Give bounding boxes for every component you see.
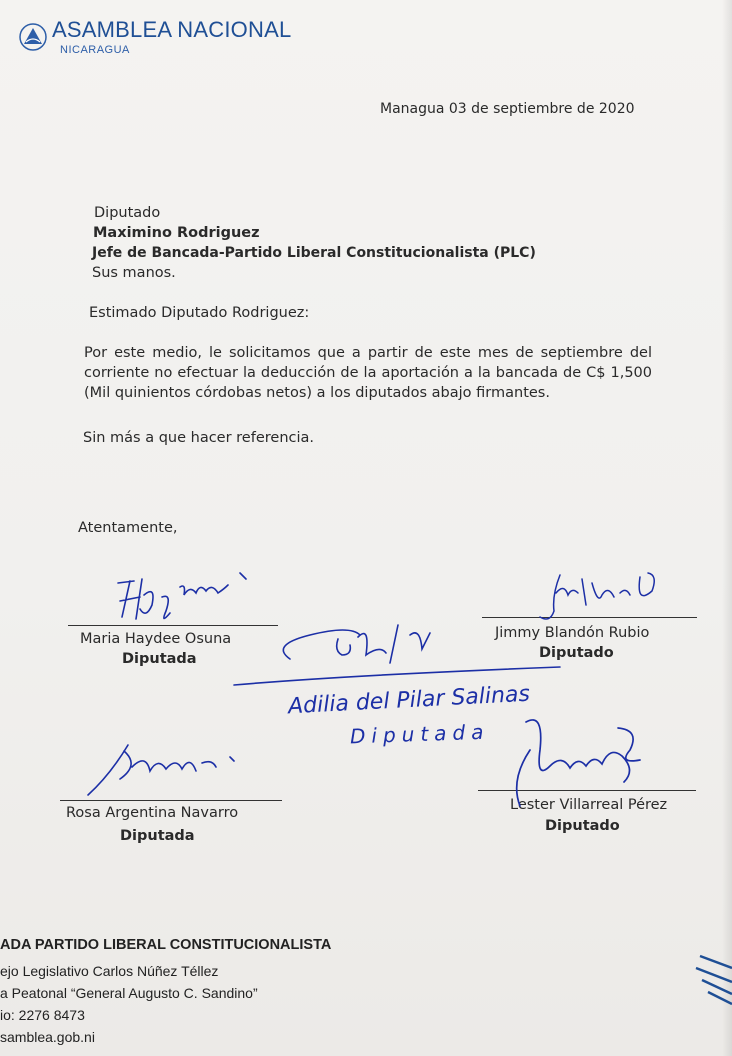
recipient-courtesy: Sus manos. <box>92 265 176 281</box>
body-paragraph: Por este medio, le solicitamos que a partir de este mes de septiembre del corriente no efectuar la deducción de la aportación a la bancada de C$ 1,500 (Mil quinientos córdobas netos) a los diputados abajo firmantes. <box>84 345 652 401</box>
footer-phone: io: 2276 8473 <box>0 1007 85 1023</box>
signatory-role-blandon: Diputado <box>539 645 614 661</box>
signatory-role-osuna: Diputada <box>122 651 197 667</box>
signatory-name-navarro: Rosa Argentina Navarro <box>66 805 239 821</box>
footer-party: ADA PARTIDO LIBERAL CONSTITUCIONALISTA <box>0 937 332 953</box>
signature-navarro <box>80 735 250 800</box>
signatory-role-navarro: Diputada <box>120 828 195 844</box>
asamblea-logo-icon <box>18 22 48 52</box>
footer-address: a Peatonal “General Augusto C. Sandino” <box>0 985 258 1001</box>
letterhead-stripes-icon <box>692 948 732 1008</box>
signatory-role-villarreal: Diputado <box>545 818 620 834</box>
org-name: ASAMBLEA NACIONAL <box>52 17 292 42</box>
recipient-title: Diputado <box>94 205 161 221</box>
salutation: Estimado Diputado Rodriguez: <box>89 305 310 321</box>
footer-website: samblea.gob.ni <box>0 1029 95 1045</box>
org-country: NICARAGUA <box>60 44 130 56</box>
closing-line: Sin más a que hacer referencia. <box>83 430 315 446</box>
handwritten-name-salinas: Adilia del Pilar Salinas <box>287 681 531 720</box>
date-line: Managua 03 de septiembre de 2020 <box>380 101 635 117</box>
page-edge-shadow <box>722 0 732 1056</box>
signature-line-navarro <box>60 800 282 801</box>
handwritten-role-salinas: Diputada <box>349 719 490 749</box>
signature-salinas <box>230 615 570 690</box>
signature-villarreal <box>490 710 660 820</box>
recipient-name: Maximino Rodriguez <box>93 225 260 241</box>
signatory-name-villarreal: Lester Villarreal Pérez <box>510 797 668 813</box>
signatory-name-osuna: Maria Haydee Osuna <box>80 631 232 647</box>
recipient-position: Jefe de Bancada-Partido Liberal Constitucionalista (PLC) <box>92 245 536 261</box>
sign-off: Atentamente, <box>78 520 178 536</box>
footer-building: ejo Legislativo Carlos Núñez Téllez <box>0 963 219 979</box>
signatory-name-blandon: Jimmy Blandón Rubio <box>495 625 650 641</box>
